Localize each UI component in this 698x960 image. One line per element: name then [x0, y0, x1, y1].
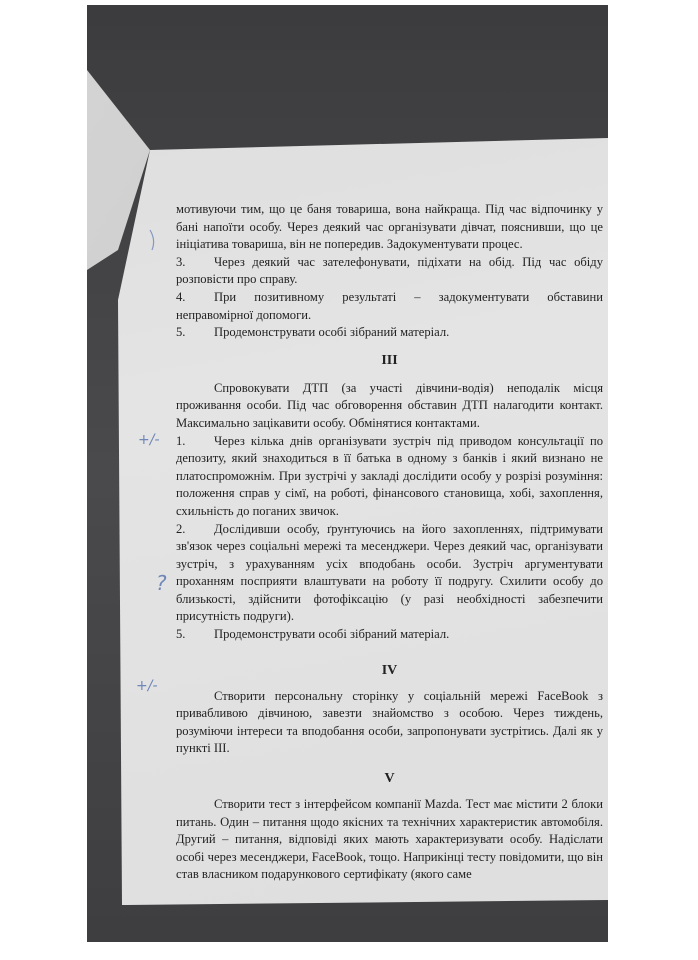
item-text: При позитивному результаті – задокументувати обставини неправомірної допомоги. [176, 289, 603, 322]
item-text: Через кілька днів організувати зустріч під приводом консультації по депозиту, який знаходиться в її батька в одному з банків і який визнано не платоспроможнім. При зустрічі у закладі дослідити особу у розрізі розуміння: положення справ у сімї, на роботі, фінансового становища, хобі, захоплення, схильність до поганих звичок. [176, 433, 603, 518]
handwritten-mark: +/- [138, 432, 160, 448]
item-text: Продемонструвати особі зібраний матеріал. [214, 325, 450, 340]
item-number: 3. [176, 254, 186, 269]
paragraph-v: Створити тест з інтерфейсом компанії Mazda. Тест має містити 2 блоки питань. Один – питання щодо якісних та технічних характеристик автомобіля. Другий – питання, відповіді яких мають характеризувати особу. Надіслати особі через месенджери, FaceBook, тощо. Наприкінці тесту повідомити, що він став власником подарункового сертифікату (якого саме [176, 797, 603, 882]
item-text: Через деякий час зателефонувати, підіхати на обід. Під час обіду розповісти про справу. [176, 254, 603, 287]
section-heading-iii: III [381, 352, 398, 368]
handwritten-mark: +/- [136, 678, 158, 694]
item-number: 5. [176, 325, 186, 340]
paragraph-continuation: мотивуючи тим, що це баня товариша, вона найкраща. Під час відпочинку у бані напоїти особу. Через деякий час організувати дівчат, пояснивши, що це ініціатива товариша, він не попередив. Задокументувати процес. [176, 202, 603, 252]
section-heading-v: V [384, 771, 395, 787]
item-number: 4. [176, 289, 186, 304]
pen-stroke-mark [150, 230, 154, 250]
item-number: 1. [176, 433, 186, 448]
item-number: 5. [176, 627, 186, 642]
item-text: Дослідивши особу, ґрунтуючись на його захопленнях, підтримувати зв'язок через соціальні мережі та месенджери. Через деякий час, організувати зустріч, з урахуванням усіх вподобань особи. Зустріч аргументувати проханням посприяти влаштувати на роботу її подругу. Схилити особу до близькості, здійснити фотофіксацію (у разі необхідності забезпечити присутність подруги). [176, 521, 603, 624]
item-number: 2. [176, 521, 186, 536]
paragraph-iv: Створити персональну сторінку у соціальній мережі FaceBook з привабливою дівчиною, завезти знайомство з особою. Через тиждень, розуміючи інтереси та вподобання особи, запропонувати зустрітись. Далі як у пункті III. [176, 688, 603, 756]
section-heading-iv: IV [381, 662, 398, 678]
handwritten-mark: ? [156, 571, 167, 595]
paragraph-intro: Спровокувати ДТП (за участі дівчини-водія) неподалік місця проживання особи. Під час обговорення обставин ДТП налагодити контакт. Максимально зацікавити особу. Обмінятися контактами. [176, 380, 603, 430]
item-text: Продемонструвати особі зібраний матеріал. [214, 627, 450, 642]
